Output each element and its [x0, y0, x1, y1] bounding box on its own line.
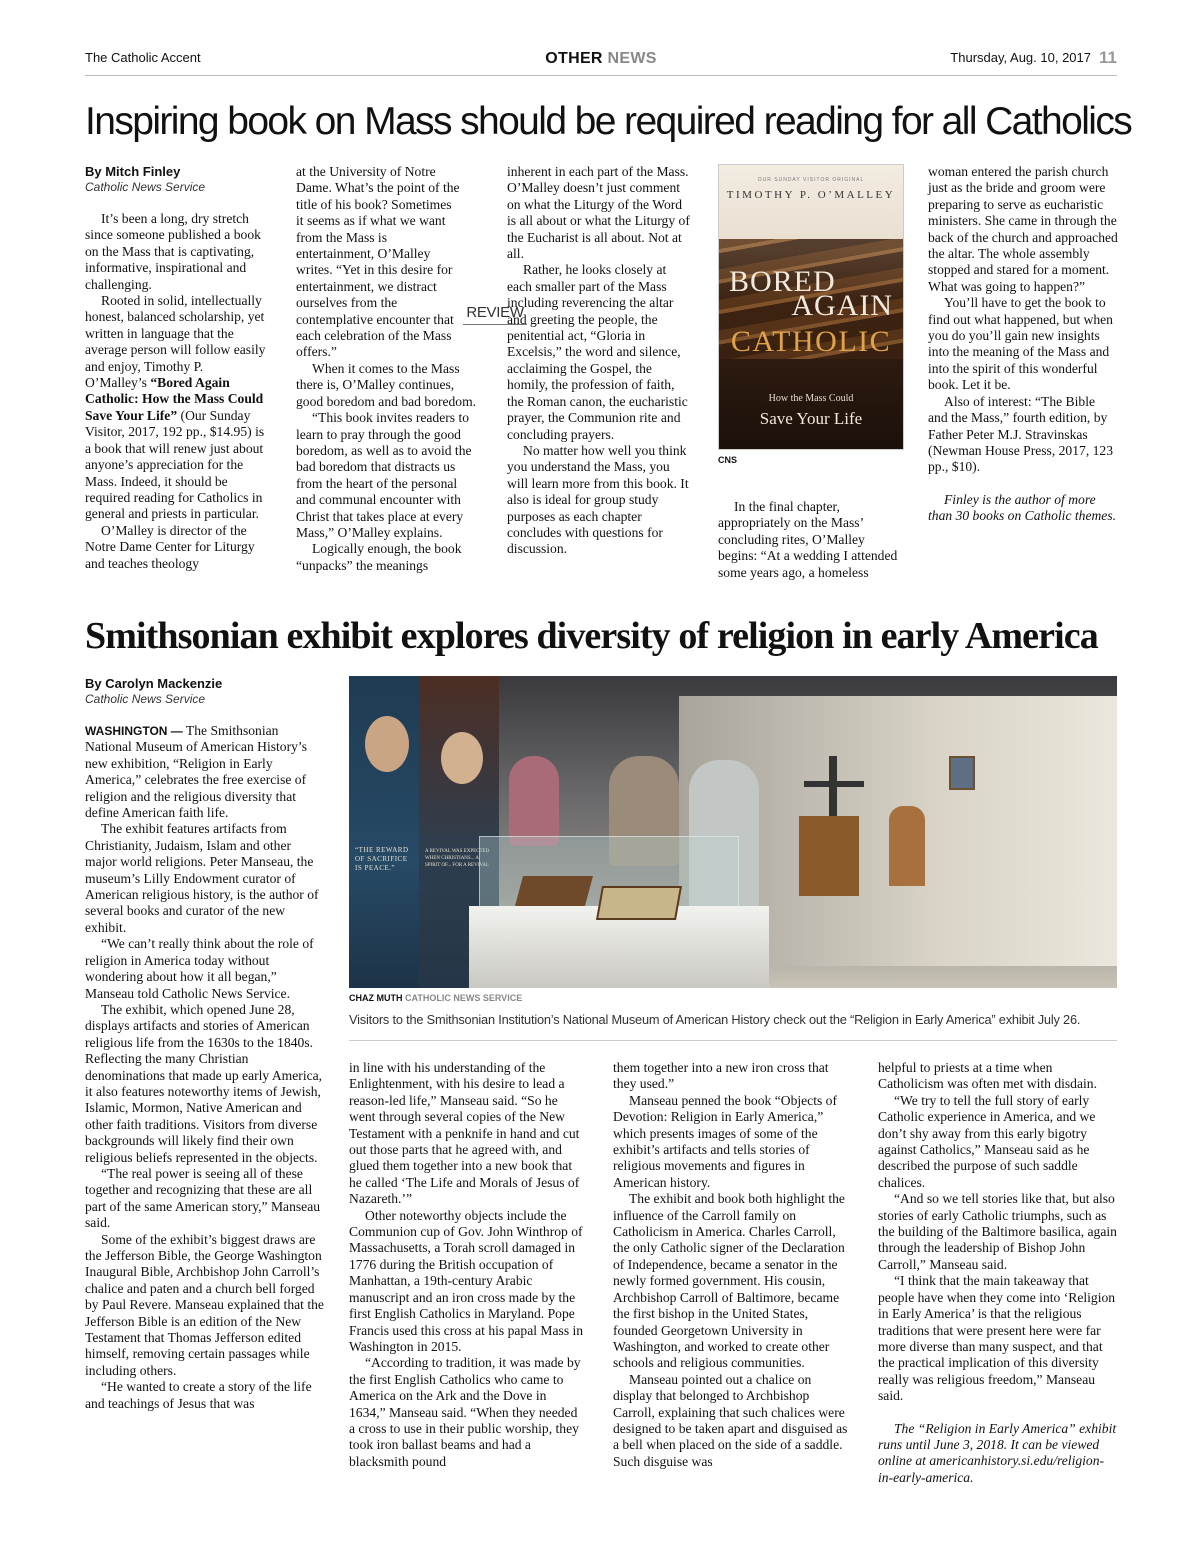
article1-paragraph: Rooted in solid, intellectually honest, balanced scholarship, yet written in language that the average person will follow easily and enjoy, Timothy P. O’Malley’s “Bored Again Catholic: How the Mass Could Save Your Life” (Our Sunday Visitor, 2017, 192 pp., $14.95) is a book that will renew just about anyone’s appreciation for the Mass. Indeed, it should be required reading for Catholics in general and priests in particular.: [85, 293, 266, 522]
article1-column-2: [296, 164, 480, 574]
article1-paragraph: Rather, he looks closely at each smaller part of the Mass including reverencing the altar and greeting the people, the penitential act, “Gloria in Excelsis,” the word and silence, acclaiming the Gospel, the homily, the profession of faith, the Roman canon, the eucharistic prayer, the Communion rite and concluding prayers.: [507, 262, 688, 442]
article1-paragraph: O’Malley is director of the Notre Dame Center for Liturgy and teaches theology: [85, 522, 255, 571]
exhibit-photo: [349, 676, 1117, 988]
caption-rule: [349, 1040, 1117, 1041]
article2-headline: Smithsonian exhibit explores diversity of religion in early America: [85, 615, 1098, 657]
photo-credit: [349, 993, 522, 1003]
article1-paragraph: When it comes to the Mass there is, O’Malley continues, good boredom and bad boredom.: [296, 360, 477, 409]
article2-paragraph: Some of the exhibit’s biggest draws are the Jefferson Bible, the George Washington Inaugural Bible, Archbishop John Carroll’s chalice and paten and a church bell forged by Paul Revere. Manseau explained that the Jefferson Bible is an edition of the New Testament that Thomas Jefferson edited himself, removing certain passages while including others.: [85, 1231, 324, 1378]
dateline: WASHINGTON —: [85, 724, 183, 738]
article1-agency: Catholic News Service: [85, 180, 206, 194]
review-label: REVIEW: [463, 304, 527, 325]
article1-paragraph: No matter how well you think you understand the Mass, you will learn more from this book. It also is ideal for group study purposes as each chapter concludes with questions for discussion.: [507, 442, 689, 557]
article2-paragraph: The exhibit features artifacts from Christianity, Judaism, Islam and other major world religions. Peter Manseau, the museum’s Lilly Endowment curator of American religious history, is the author of several books and curator of the new exhibit.: [85, 821, 319, 935]
article1-column-1: [85, 164, 267, 572]
photo-banner-text-1: “THE REWARD OF SACRIFICE IS PEACE.”: [355, 846, 409, 872]
article2-paragraph: “We try to tell the full story of early Catholic experience in America, and we don’t shy away from this early bigotry against Catholics,” Manseau said as he described the purpose of such saddle chalices.: [878, 1092, 1096, 1190]
book-cover-tagline-1: How the Mass Could: [768, 393, 854, 404]
page-header: [85, 48, 1117, 76]
article1-column-5: [928, 164, 1118, 525]
exhibit-note: The “Religion in Early America” exhibit runs until June 3, 2018. It can be viewed online at americanhistory.si.edu/religion-in-early-america.: [878, 1420, 1117, 1485]
book-cover-title-1: BORED: [729, 265, 836, 298]
article2-paragraph: WASHINGTON — The Smithsonian National Museum of American History’s new exhibition, “Religion in Early America,” celebrates the free exercise of religion and the religious diversity that define American faith life.: [85, 723, 307, 821]
article1-paragraph: at the University of Notre Dame. What’s the point of the title of his book? Sometimes it seems as if what we want from the Mass is entertainment, O’Malley writes. “Yet in this desire for entertainment, we distract ourselves from the contemplative encounter that each celebration of the Mass offers.”: [296, 164, 460, 360]
book-cover-tagline-2: Save Your Life: [759, 409, 863, 428]
article2-paragraph: Manseau penned the book “Objects of Devotion: Religion in Early America,” which presents images of some of the exhibit’s artifacts and tells stories of religious movements and figures in American history.: [613, 1092, 837, 1190]
article1-paragraph: woman entered the parish church just as the bride and groom were preparing to serve as eucharistic ministers. She came in through the back of the church and approached the altar. The whole assembly stopped and stared for a moment. What was going to happen?”: [928, 164, 1118, 294]
issue-date: Thursday, Aug. 10, 2017: [950, 50, 1091, 65]
article1-paragraph: Also of interest: “The Bible and the Mass,” fourth edition, by Father Peter M.J. Stravinskas (Newman House Press, 2017, 123 pp., $10).: [928, 393, 1114, 475]
article2-byline: By Carolyn Mackenzie: [85, 676, 223, 691]
paper-name: The Catholic Accent: [85, 50, 201, 65]
article2-paragraph: Manseau pointed out a chalice on display that belonged to Archbishop Carroll, explaining that such chalices were designed to be taken apart and disguised as a bell when placed on the side of a saddle. Such disguise was: [613, 1371, 848, 1469]
article2-paragraph: in line with his understanding of the Enlightenment, with his desire to lead a reason-led life,” Manseau said. “So he went through several copies of the New Testament with a penknife in hand and cut out those parts that he agreed with, and glued them together into a new book that he called ‘The Life and Morals of Jesus of Nazareth.’”: [349, 1060, 580, 1207]
article2-agency: Catholic News Service: [85, 692, 206, 706]
article2-paragraph: them together into a new iron cross that they used.”: [613, 1060, 829, 1092]
article1-paragraph: inherent in each part of the Mass. O’Malley doesn’t just comment on what the Liturgy of the Word is all about or what the Liturgy of the Eucharist is all about. Not at all.: [507, 164, 690, 262]
article2-paragraph: “He wanted to create a story of the life and teachings of Jesus that was: [85, 1379, 312, 1411]
page-number: 11: [1099, 48, 1117, 67]
book-title-bold: “Bored Again Catholic: How the Mass Could Save Your Life”: [85, 375, 264, 423]
book-cover-title-3: CATHOLIC: [730, 325, 892, 358]
article1-column-4: [718, 499, 904, 581]
article1-paragraph: You’ll have to get the book to find out what happened, but when you do you’ll gain new insights into the meaning of the Mass and into the spirit of this wonderful book. Let it be.: [928, 295, 1113, 393]
article2-paragraph: “The real power is seeing all of these together and recognizing that these are all part of the same American story,” Manseau said.: [85, 1165, 321, 1231]
article2-column-3: [613, 1060, 848, 1470]
article2-paragraph: The exhibit, which opened June 28, displays artifacts and stories of American religious life from the 1630s to the 1840s. Reflecting the many Christian denominations that made up early America, it also features noteworthy items of Jewish, Islamic, Mormon, Native American and other faith traditions. Visitors from diverse backgrounds will likely find their own religious beliefs represented in the objects.: [85, 1001, 323, 1165]
article2-column-1: [85, 676, 325, 1412]
article2-paragraph: “We can’t really think about the role of religion in America today without wondering about how it all began,” Manseau told Catholic News Service.: [85, 936, 314, 1001]
article2-paragraph: “According to tradition, it was made by the first English Catholics who came to America on the Ark and the Dove in 1634,” Manseau said. “When they needed a cross to use in their public worship, they took iron ballast beams and had a blacksmith pound: [349, 1355, 581, 1469]
book-cover-title-2: AGAIN: [791, 289, 893, 322]
photo-credit-name: CHAZ MUTH: [349, 993, 403, 1003]
article1-paragraph: It’s been a long, dry stretch since someone published a book on the Mass that is captivating, informative, inspirational and challenging.: [85, 211, 261, 292]
article1-byline: By Mitch Finley: [85, 164, 181, 179]
article1-column-3: [507, 164, 691, 558]
section-name-bold: OTHER: [545, 50, 603, 67]
article2-paragraph: Other noteworthy objects include the Communion cup of Gov. John Winthrop of Massachusetts, a Torah scroll damaged in 1776 during the British occupation of Manhattan, a 19th-century Arabic manuscript and an iron cross made by the first English Catholics in Maryland. Pope Francis used this cross at his papal Mass in Washington in 2015.: [349, 1207, 584, 1354]
article1-paragraph: “This book invites readers to learn to pray through the good boredom, as well as to avoid the bad boredom that distracts us from the heart of the personal and communal encounter with Christ that takes place at every Mass,” O’Malley explains.: [296, 410, 472, 540]
book-cover-image: [718, 164, 904, 450]
article2-paragraph: “And so we tell stories like that, but also stories of early Catholic triumphs, such as the building of the Baltimore basilica, again through the leadership of Bishop John Carroll,” Manseau said.: [878, 1191, 1117, 1272]
book-cover-publisher: OUR SUNDAY VISITOR ORIGINAL: [757, 177, 865, 183]
article2-column-4: [878, 1060, 1118, 1486]
book-cover-author: TIMOTHY P. O’MALLEY: [726, 189, 896, 201]
section-name-gray: NEWS: [607, 50, 657, 67]
author-note: Finley is the author of more than 30 books on Catholic themes.: [928, 491, 1117, 524]
article1-headline: Inspiring book on Mass should be required reading for all Catholics: [85, 100, 1132, 143]
article2-column-2: [349, 1060, 584, 1470]
photo-credit-agency: CATHOLIC NEWS SERVICE: [405, 993, 523, 1003]
article2-paragraph: The exhibit and book both highlight the influence of the Carroll family on Catholicism in America. Charles Carroll, the only Catholic signer of the Declaration of Independence, became a senator in the newly formed government. His cousin, Archbishop Carroll of Baltimore, became the first bishop in the United States, founded Georgetown University in Washington, and worked to create other schools and religious communities.: [613, 1191, 845, 1371]
article2-paragraph: helpful to priests at a time when Catholicism was often met with disdain.: [878, 1060, 1097, 1092]
article1-paragraph: In the final chapter, appropriately on the Mass’ concluding rites, O’Malley begins: “At a wedding I attended some years ago, a homeless: [718, 499, 898, 580]
photo-caption: Visitors to the Smithsonian Institution’s National Museum of American History check out the “Religion in Early America” exhibit July 26.: [349, 1012, 1081, 1027]
article1-paragraph: Logically enough, the book “unpacks” the meanings: [296, 541, 462, 573]
book-cover-credit: CNS: [718, 455, 738, 465]
photo-banner-text-2: A REVIVAL WAS EXPECTED WHEN CHRISTIANS... A SPIRIT OF... FOR A REVIVAL: [425, 849, 490, 868]
article2-paragraph: “I think that the main takeaway that people have when they come into ‘Religion in Early America’ is that the religious traditions that were present here were far more diverse than many suspect, and that the practical implication of this diversity really was religious freedom,” Manseau said.: [878, 1273, 1116, 1404]
